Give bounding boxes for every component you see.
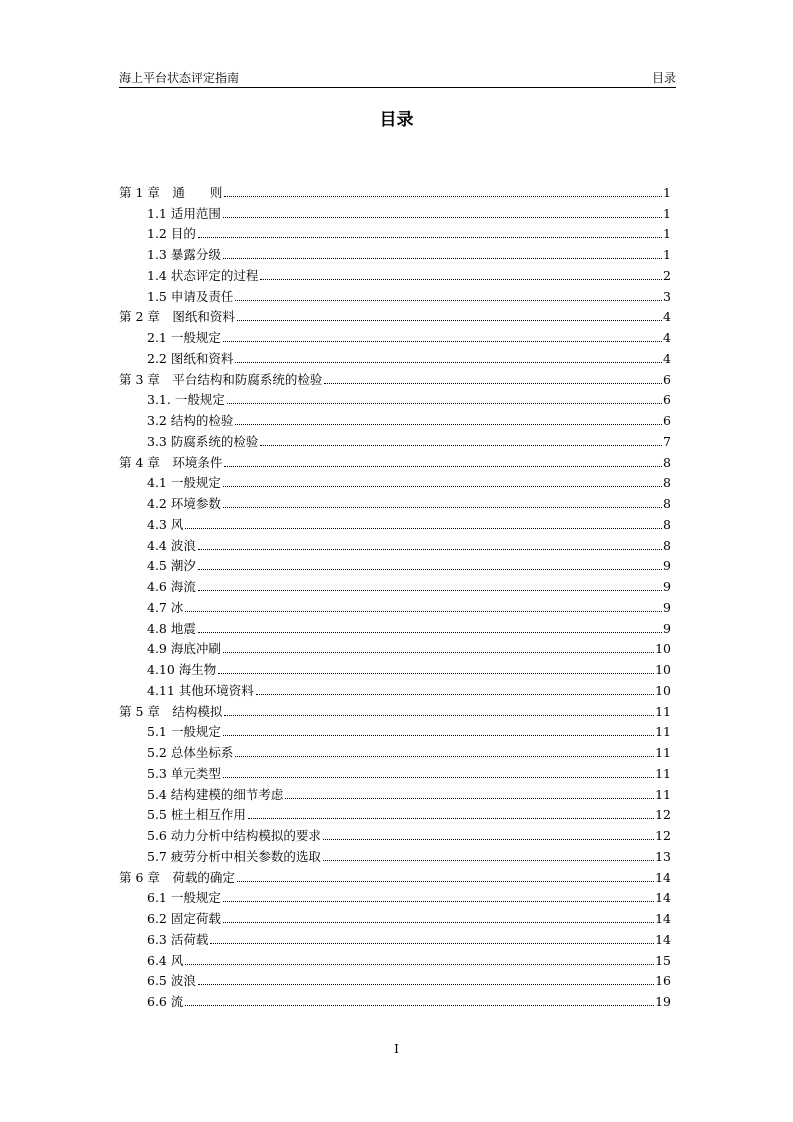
toc-entry-page: 8 — [663, 496, 671, 511]
toc-entry-page: 2 — [663, 267, 671, 283]
toc-entry-label: 5.6 动力分析中结构模拟的要求 — [147, 828, 321, 843]
toc-chapter-entry[interactable] — [119, 367, 671, 388]
toc-entry-page: 8 — [663, 516, 671, 532]
toc-leader-dots — [224, 195, 662, 197]
toc-section-entry[interactable] — [119, 595, 671, 616]
toc-entry-page: 14 — [655, 890, 671, 906]
header-section-name: 目录 — [651, 71, 676, 85]
toc-entry-label: 5.7 疲劳分析中相关参数的选取 — [147, 848, 321, 864]
toc-section-entry[interactable] — [119, 263, 671, 284]
toc-entry-page: 8 — [663, 537, 671, 553]
toc-entry-page: 11 — [655, 724, 671, 740]
toc-leader-dots — [235, 361, 662, 363]
toc-section-entry[interactable] — [119, 761, 671, 782]
toc-entry-label: 1.2 目的 — [147, 226, 196, 242]
table-of-contents — [119, 180, 671, 1010]
toc-entry-page: 4 — [663, 309, 671, 325]
toc-leader-dots — [223, 900, 654, 902]
toc-entry-page: 14 — [655, 931, 671, 947]
toc-leader-dots — [185, 610, 662, 612]
toc-section-entry[interactable] — [119, 408, 671, 429]
toc-section-entry[interactable] — [119, 222, 671, 243]
toc-entry-label: 6.4 风 — [147, 952, 184, 968]
toc-entry-page: 10 — [655, 641, 671, 657]
toc-section-entry[interactable] — [119, 782, 671, 803]
toc-section-entry[interactable] — [119, 906, 671, 927]
toc-entry-page: 6 — [663, 392, 671, 408]
toc-chapter-entry[interactable] — [119, 450, 671, 471]
toc-entry-page: 11 — [655, 703, 671, 719]
toc-section-entry[interactable] — [119, 989, 671, 1010]
toc-section-entry[interactable] — [119, 740, 671, 761]
toc-leader-dots — [256, 693, 654, 695]
toc-entry-label: 4.2 环境参数 — [147, 496, 221, 511]
toc-entry-label: 6.5 波浪 — [147, 973, 196, 989]
toc-leader-dots — [198, 236, 662, 238]
toc-chapter-entry[interactable] — [119, 865, 671, 886]
toc-entry-page: 8 — [663, 475, 671, 491]
toc-entry-label: 3.3 防腐系统的检验 — [147, 433, 259, 449]
toc-leader-dots — [235, 755, 654, 757]
toc-entry-page: 9 — [663, 579, 671, 594]
toc-leader-dots — [185, 1004, 654, 1006]
toc-leader-dots — [223, 340, 662, 342]
toc-section-entry[interactable] — [119, 969, 671, 990]
toc-section-entry[interactable] — [119, 657, 671, 678]
toc-entry-page: 4 — [663, 350, 671, 366]
toc-entry-page: 6 — [663, 413, 671, 428]
toc-section-entry[interactable] — [119, 574, 671, 595]
toc-leader-dots — [260, 278, 662, 280]
toc-entry-label: 4.6 海流 — [147, 579, 196, 594]
toc-section-entry[interactable] — [119, 948, 671, 969]
toc-entry-page: 6 — [663, 371, 671, 387]
toc-leader-dots — [248, 817, 654, 819]
running-header — [119, 70, 676, 88]
toc-entry-label: 4.8 地震 — [147, 620, 196, 636]
toc-section-entry[interactable] — [119, 720, 671, 741]
toc-section-entry[interactable] — [119, 388, 671, 409]
toc-entry-label: 1.1 适用范围 — [147, 205, 221, 221]
toc-section-entry[interactable] — [119, 886, 671, 907]
toc-entry-label: 第 1 章 通 则 — [119, 184, 223, 200]
toc-entry-page: 1 — [663, 226, 671, 242]
toc-leader-dots — [227, 402, 662, 404]
toc-entry-label: 1.4 状态评定的过程 — [147, 267, 259, 283]
toc-section-entry[interactable] — [119, 678, 671, 699]
toc-entry-label: 4.5 潮汐 — [147, 558, 196, 574]
toc-entry-page: 12 — [655, 828, 671, 843]
toc-leader-dots — [223, 506, 662, 508]
toc-section-entry[interactable] — [119, 429, 671, 450]
toc-entry-label: 第 2 章 图纸和资料 — [119, 309, 235, 325]
toc-entry-label: 第 6 章 荷载的确定 — [119, 869, 235, 885]
toc-leader-dots — [223, 734, 654, 736]
toc-entry-page: 11 — [655, 765, 671, 781]
toc-leader-dots — [223, 485, 662, 487]
toc-entry-page: 1 — [663, 247, 671, 262]
toc-entry-page: 16 — [655, 973, 671, 989]
toc-entry-page: 3 — [663, 288, 671, 304]
toc-section-entry[interactable] — [119, 844, 671, 865]
toc-entry-label: 4.3 风 — [147, 516, 184, 532]
toc-entry-label: 6.1 一般规定 — [147, 890, 221, 906]
toc-leader-dots — [185, 527, 662, 529]
page-title: 目录 — [379, 110, 414, 130]
toc-leader-dots — [198, 983, 654, 985]
toc-leader-dots — [223, 776, 654, 778]
toc-section-entry[interactable] — [119, 927, 671, 948]
toc-entry-label: 4.4 波浪 — [147, 537, 196, 553]
toc-leader-dots — [260, 444, 662, 446]
toc-leader-dots — [324, 382, 662, 384]
toc-section-entry[interactable] — [119, 201, 671, 222]
toc-entry-label: 6.2 固定荷载 — [147, 911, 221, 926]
toc-entry-page: 11 — [655, 786, 671, 802]
toc-leader-dots — [235, 423, 662, 425]
toc-section-entry[interactable] — [119, 284, 671, 305]
toc-entry-label: 第 3 章 平台结构和防腐系统的检验 — [119, 371, 323, 387]
toc-entry-page: 9 — [663, 599, 671, 615]
toc-entry-page: 9 — [663, 620, 671, 636]
toc-section-entry[interactable] — [119, 491, 671, 512]
toc-entry-page: 14 — [655, 911, 671, 926]
toc-entry-page: 1 — [663, 184, 671, 200]
toc-entry-label: 4.10 海生物 — [147, 662, 217, 677]
toc-entry-page: 14 — [655, 869, 671, 885]
toc-section-entry[interactable] — [119, 325, 671, 346]
toc-section-entry[interactable] — [119, 242, 671, 263]
toc-leader-dots — [235, 299, 662, 301]
toc-leader-dots — [237, 319, 662, 321]
toc-entry-page: 4 — [663, 330, 671, 345]
toc-leader-dots — [285, 797, 654, 799]
toc-leader-dots — [323, 838, 654, 840]
toc-chapter-entry[interactable] — [119, 180, 671, 201]
toc-leader-dots — [185, 963, 654, 965]
header-document-title: 海上平台状态评定指南 — [119, 71, 240, 85]
toc-entry-page: 7 — [663, 433, 671, 449]
toc-entry-page: 13 — [655, 848, 671, 864]
toc-leader-dots — [210, 942, 654, 944]
toc-leader-dots — [224, 465, 662, 467]
toc-entry-label: 5.1 一般规定 — [147, 724, 221, 740]
toc-leader-dots — [198, 568, 662, 570]
toc-section-entry[interactable] — [119, 803, 671, 824]
toc-entry-label: 2.1 一般规定 — [147, 330, 221, 345]
toc-entry-page: 19 — [655, 994, 671, 1009]
toc-entry-label: 5.5 桩土相互作用 — [147, 807, 246, 823]
toc-leader-dots — [198, 548, 662, 550]
toc-section-entry[interactable] — [119, 346, 671, 367]
toc-leader-dots — [198, 631, 662, 633]
toc-leader-dots — [223, 651, 654, 653]
toc-leader-dots — [237, 880, 654, 882]
toc-section-entry[interactable] — [119, 512, 671, 533]
toc-entry-label: 2.2 图纸和资料 — [147, 350, 234, 366]
toc-section-entry[interactable] — [119, 471, 671, 492]
toc-leader-dots — [224, 714, 654, 716]
toc-entry-label: 第 4 章 环境条件 — [119, 454, 223, 470]
toc-entry-label: 4.1 一般规定 — [147, 475, 221, 491]
toc-entry-page: 9 — [663, 558, 671, 574]
toc-entry-page: 8 — [663, 454, 671, 470]
page-number: I — [394, 1042, 399, 1056]
toc-section-entry[interactable] — [119, 637, 671, 658]
toc-entry-label: 3.2 结构的检验 — [147, 413, 234, 428]
toc-entry-label: 6.6 流 — [147, 994, 184, 1009]
toc-leader-dots — [223, 257, 662, 259]
toc-entry-page: 11 — [655, 745, 671, 760]
toc-leader-dots — [198, 589, 662, 591]
toc-section-entry[interactable] — [119, 823, 671, 844]
toc-chapter-entry[interactable] — [119, 305, 671, 326]
toc-entry-label: 5.4 结构建模的细节考虑 — [147, 786, 284, 802]
toc-entry-page: 10 — [655, 682, 671, 698]
toc-leader-dots — [218, 672, 654, 674]
toc-leader-dots — [223, 921, 654, 923]
toc-entry-label: 第 5 章 结构模拟 — [119, 703, 223, 719]
toc-entry-label: 1.5 申请及责任 — [147, 288, 234, 304]
toc-entry-label: 5.3 单元类型 — [147, 765, 221, 781]
toc-leader-dots — [223, 216, 662, 218]
toc-entry-label: 4.7 冰 — [147, 599, 184, 615]
toc-leader-dots — [323, 859, 654, 861]
toc-section-entry[interactable] — [119, 554, 671, 575]
toc-entry-label: 4.9 海底冲刷 — [147, 641, 221, 657]
toc-section-entry[interactable] — [119, 616, 671, 637]
toc-entry-page: 15 — [655, 952, 671, 968]
toc-section-entry[interactable] — [119, 533, 671, 554]
toc-entry-label: 6.3 活荷载 — [147, 931, 209, 947]
toc-entry-page: 10 — [655, 662, 671, 677]
toc-entry-label: 4.11 其他环境资料 — [147, 682, 254, 698]
toc-entry-label: 5.2 总体坐标系 — [147, 745, 234, 760]
toc-entry-label: 1.3 暴露分级 — [147, 247, 221, 262]
toc-chapter-entry[interactable] — [119, 699, 671, 720]
toc-entry-label: 3.1. 一般规定 — [147, 392, 225, 408]
toc-entry-page: 12 — [655, 807, 671, 823]
toc-entry-page: 1 — [663, 205, 671, 221]
